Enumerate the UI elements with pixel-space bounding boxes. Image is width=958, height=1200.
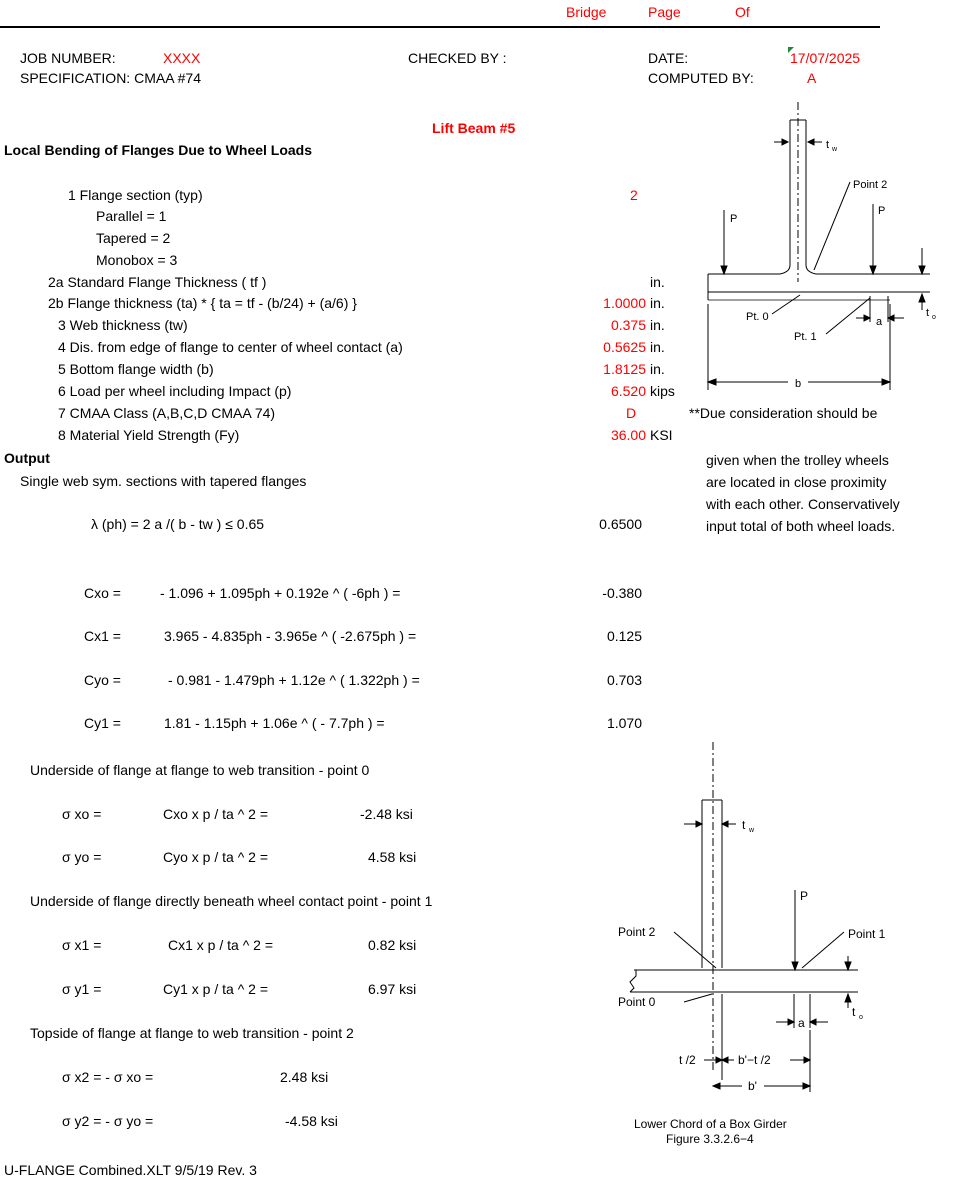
- computed-by-value[interactable]: A: [807, 70, 817, 86]
- job-number-label: JOB NUMBER:: [20, 50, 116, 66]
- input-row-label: 2a Standard Flange Thickness ( tf ): [48, 274, 267, 290]
- input-row-value[interactable]: 36.00: [610, 427, 646, 443]
- coef-value: 0.703: [606, 672, 642, 688]
- lambda-formula: λ (ph) = 2 a /( b - tw ) ≤ 0.65: [91, 516, 265, 532]
- input-row-value[interactable]: 1.8125: [603, 361, 646, 377]
- checked-by-label: CHECKED BY :: [408, 50, 507, 66]
- input-row-unit: in.: [650, 295, 665, 311]
- section-heading: Local Bending of Flanges Due to Wheel Loads: [4, 142, 313, 158]
- note-line: **Due consideration should be: [689, 405, 878, 421]
- point1-heading: Underside of flange directly beneath wheel contact point - point 1: [30, 893, 433, 909]
- fig1-to-label: t: [926, 307, 930, 319]
- fig1-a-label: a: [876, 316, 883, 328]
- fig2-to-label: t: [852, 1005, 856, 1019]
- input-row-value[interactable]: D: [626, 405, 637, 421]
- sigma-yo-formula: Cyo x p / ta ^ 2 =: [163, 849, 269, 865]
- sigma-x2-value: 2.48 ksi: [280, 1069, 329, 1085]
- sigma-x2-label: σ x2 = - σ xo =: [62, 1069, 154, 1085]
- input-row-label: 3 Web thickness (tw): [58, 317, 188, 333]
- sigma-y1-label: σ y1 =: [62, 981, 102, 997]
- sigma-y1-formula: Cy1 x p / ta ^ 2 =: [163, 981, 269, 997]
- date-value[interactable]: 17/07/2025: [790, 50, 861, 66]
- coef-label: Cxo =: [84, 585, 121, 601]
- page-label: Page: [648, 4, 681, 20]
- input-row-value[interactable]: 0.375: [610, 317, 646, 333]
- input-row-label: 4 Dis. from edge of flange to center of wheel contact (a): [58, 339, 403, 355]
- fig1-tw-label: t: [826, 139, 830, 151]
- sigma-xo-value: -2.48 ksi: [360, 806, 413, 822]
- fig2-caption-line1: Lower Chord of a Box Girder: [634, 1117, 787, 1131]
- coef-value: 1.070: [606, 715, 642, 731]
- fig1-pt0-label: Pt. 0: [746, 311, 769, 323]
- beam-title: Lift Beam #5: [432, 120, 516, 136]
- flange-diagram-figure: [690, 100, 940, 400]
- lambda-value: 0.6500: [599, 516, 642, 532]
- fig1-point2-label: Point 2: [853, 179, 888, 191]
- fig1-to-sub: o: [932, 314, 936, 321]
- tapered-option: Tapered = 2: [96, 230, 171, 246]
- sigma-xo-label: σ xo =: [62, 806, 102, 822]
- coef-formula: 1.81 - 1.15ph + 1.06e ^ ( - 7.7ph ) =: [164, 715, 385, 731]
- note-line: given when the trolley wheels: [706, 452, 889, 468]
- note-line: are located in close proximity: [706, 474, 887, 490]
- bridge-label: Bridge: [566, 4, 607, 20]
- coef-formula: 3.965 - 4.835ph - 3.965e ^ ( -2.675ph ) =: [164, 628, 417, 644]
- coef-label: Cx1 =: [84, 628, 121, 644]
- fig1-b-label: b: [795, 378, 802, 390]
- point0-heading: Underside of flange at flange to web transition - point 0: [30, 762, 370, 778]
- point2-heading: Topside of flange at flange to web transition - point 2: [30, 1025, 354, 1041]
- coef-label: Cyo =: [84, 672, 121, 688]
- specification-label: SPECIFICATION: CMAA #74: [20, 70, 202, 86]
- sigma-yo-value: 4.58 ksi: [368, 849, 417, 865]
- output-heading: Output: [4, 450, 50, 466]
- fig1-pt1-label: Pt. 1: [794, 331, 817, 343]
- fig2-point2-label: Point 2: [618, 925, 656, 939]
- input-row-unit: in.: [650, 317, 665, 333]
- sigma-xo-formula: Cxo x p / ta ^ 2 =: [163, 806, 269, 822]
- coef-value: 0.125: [606, 628, 642, 644]
- fig2-to-sub: o: [859, 1014, 863, 1021]
- footer-file-info: U-FLANGE Combined.XLT 9/5/19 Rev. 3: [4, 1162, 257, 1178]
- coef-value: -0.380: [602, 585, 642, 601]
- input-row-value[interactable]: 1.0000: [603, 295, 646, 311]
- box-girder-figure: [612, 740, 912, 1200]
- date-label: DATE:: [648, 50, 689, 66]
- sigma-y2-label: σ y2 = - σ yo =: [62, 1113, 154, 1129]
- fig2-point0-label: Point 0: [618, 995, 656, 1009]
- fig2-tw-half-label: t /2: [679, 1053, 696, 1067]
- flange-section-label: 1 Flange section (typ): [68, 187, 203, 203]
- fig2-point1-label: Point 1: [848, 927, 886, 941]
- fig2-tw-label: t: [742, 818, 746, 832]
- sigma-yo-label: σ yo =: [62, 849, 102, 865]
- input-row-label: 2b Flange thickness (ta) * { ta = tf - (b/24) + (a/6) }: [48, 295, 357, 311]
- fig1-p-left-label: P: [730, 213, 738, 225]
- coef-formula: - 1.096 + 1.095ph + 0.192e ^ ( -6ph ) =: [160, 585, 401, 601]
- fig1-tw-sub: w: [832, 146, 838, 153]
- sigma-y1-value: 6.97 ksi: [368, 981, 417, 997]
- fig2-a-label: a: [798, 1016, 805, 1030]
- computed-by-label: COMPUTED BY:: [648, 70, 754, 86]
- fig2-p-label: P: [800, 889, 809, 903]
- input-row-unit: in.: [650, 339, 665, 355]
- header-rule: [0, 26, 880, 28]
- monobox-option: Monobox = 3: [96, 252, 178, 268]
- sigma-x1-formula: Cx1 x p / ta ^ 2 =: [168, 937, 274, 953]
- sigma-x1-label: σ x1 =: [62, 937, 102, 953]
- input-row-unit: kips: [650, 383, 675, 399]
- note-line: with each other. Conservatively: [706, 496, 900, 512]
- parallel-option: Parallel = 1: [96, 208, 167, 224]
- of-label: Of: [735, 4, 750, 20]
- input-row-label: 7 CMAA Class (A,B,C,D CMAA 74): [58, 405, 276, 421]
- input-row-value[interactable]: 0.5625: [603, 339, 646, 355]
- note-line: input total of both wheel loads.: [706, 518, 896, 534]
- input-row-unit: in.: [650, 274, 665, 290]
- input-row-label: 5 Bottom flange width (b): [58, 361, 214, 377]
- sigma-y2-value: -4.58 ksi: [285, 1113, 338, 1129]
- input-row-value[interactable]: 6.520: [610, 383, 646, 399]
- job-number-value[interactable]: XXXX: [163, 50, 201, 66]
- output-subheading: Single web sym. sections with tapered flanges: [20, 473, 307, 489]
- fig1-p-right-label: P: [878, 205, 886, 217]
- input-row-unit: KSI: [650, 427, 673, 443]
- flange-section-value[interactable]: 2: [630, 187, 638, 203]
- coef-formula: - 0.981 - 1.479ph + 1.12e ^ ( 1.322ph ) =: [168, 672, 420, 688]
- fig2-bprime-tw-label: b'−t /2: [738, 1053, 771, 1067]
- input-row-unit: in.: [650, 361, 665, 377]
- fig2-tw-sub: w: [749, 827, 755, 834]
- input-row-label: 6 Load per wheel including Impact (p): [58, 383, 292, 399]
- fig2-caption-line2: Figure 3.3.2.6−4: [666, 1132, 754, 1146]
- input-row-label: 8 Material Yield Strength (Fy): [58, 427, 240, 443]
- fig2-bprime-label: b': [748, 1079, 757, 1093]
- sigma-x1-value: 0.82 ksi: [368, 937, 417, 953]
- coef-label: Cy1 =: [84, 715, 121, 731]
